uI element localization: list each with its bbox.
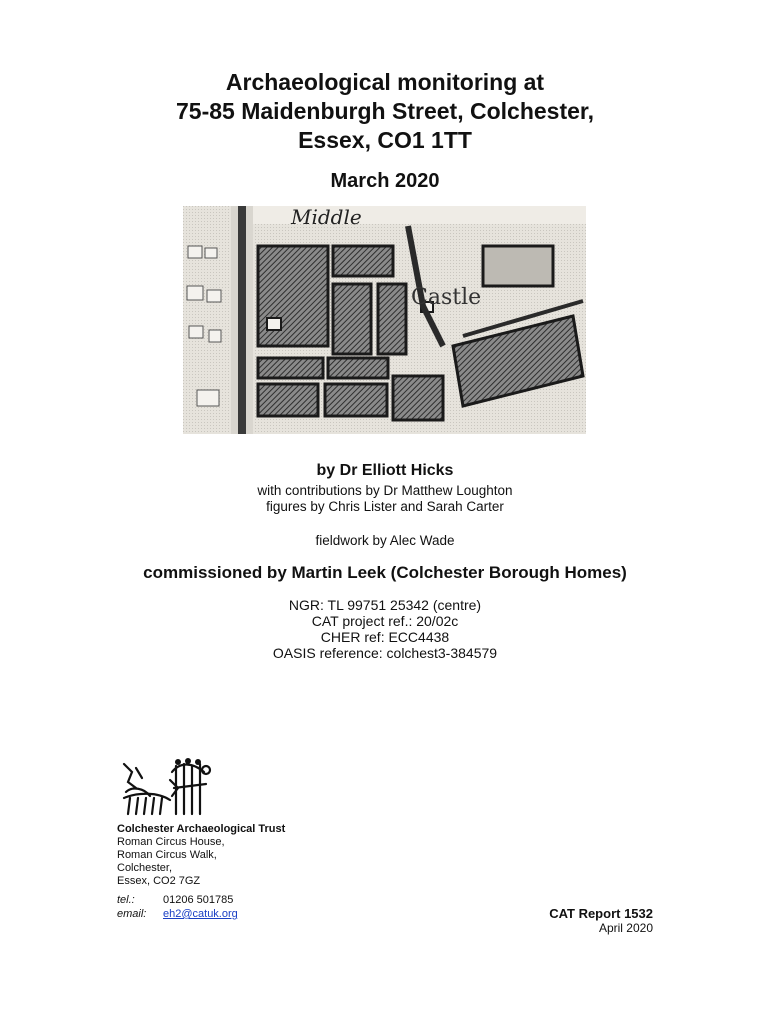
- oasis-reference: OASIS reference: colchest3-384579: [272, 645, 498, 661]
- cat-project-reference: CAT project ref.: 20/02c: [311, 613, 459, 629]
- contribution-line: figures by Chris Lister and Sarah Carter: [266, 499, 504, 514]
- title-line-1: Archaeological monitoring at: [225, 69, 545, 95]
- report-title: [0, 68, 770, 155]
- title-line-3: Essex, CO1 1TT: [298, 127, 472, 153]
- map-label-castle: Castle: [411, 285, 482, 310]
- commissioned-by: commissioned by Martin Leek (Colchester Borough Homes): [143, 563, 627, 582]
- organisation-name: Colchester Archaeological Trust: [117, 823, 286, 835]
- contribution-line: with contributions by Dr Matthew Loughton: [257, 483, 513, 498]
- author: by Dr Elliott Hicks: [316, 462, 454, 479]
- contributions: [0, 483, 770, 515]
- tel-label: tel.:: [117, 894, 135, 906]
- title-line-2: 75-85 Maidenburgh Street, Colchester,: [176, 98, 594, 124]
- email-link[interactable]: eh2@catuk.org: [163, 908, 238, 920]
- contact-block: [117, 893, 238, 921]
- email-row: [117, 907, 238, 921]
- report-issue-date: April 2020: [598, 921, 653, 935]
- address-line: Essex, CO2 7GZ: [117, 875, 201, 887]
- fieldwork-credit: fieldwork by Alec Wade: [315, 533, 455, 548]
- address-line: Colchester,: [117, 862, 173, 874]
- cher-reference: CHER ref: ECC4438: [320, 629, 450, 645]
- organisation-block: [117, 823, 285, 888]
- trust-logo: [118, 758, 214, 816]
- report-date: March 2020: [330, 170, 440, 192]
- address-line: Roman Circus Walk,: [117, 849, 217, 861]
- map-label-middle: Middle: [291, 206, 362, 229]
- report-number: CAT Report 1532: [549, 906, 653, 921]
- address-line: Roman Circus House,: [117, 836, 225, 848]
- telephone-row: [117, 893, 238, 907]
- historic-map-image: [183, 206, 586, 434]
- report-info: [549, 906, 653, 936]
- email-label: email:: [117, 908, 147, 920]
- reference-list: [0, 597, 770, 661]
- tel-value: 01206 501785: [163, 894, 234, 906]
- ngr-reference: NGR: TL 99751 25342 (centre): [288, 597, 482, 613]
